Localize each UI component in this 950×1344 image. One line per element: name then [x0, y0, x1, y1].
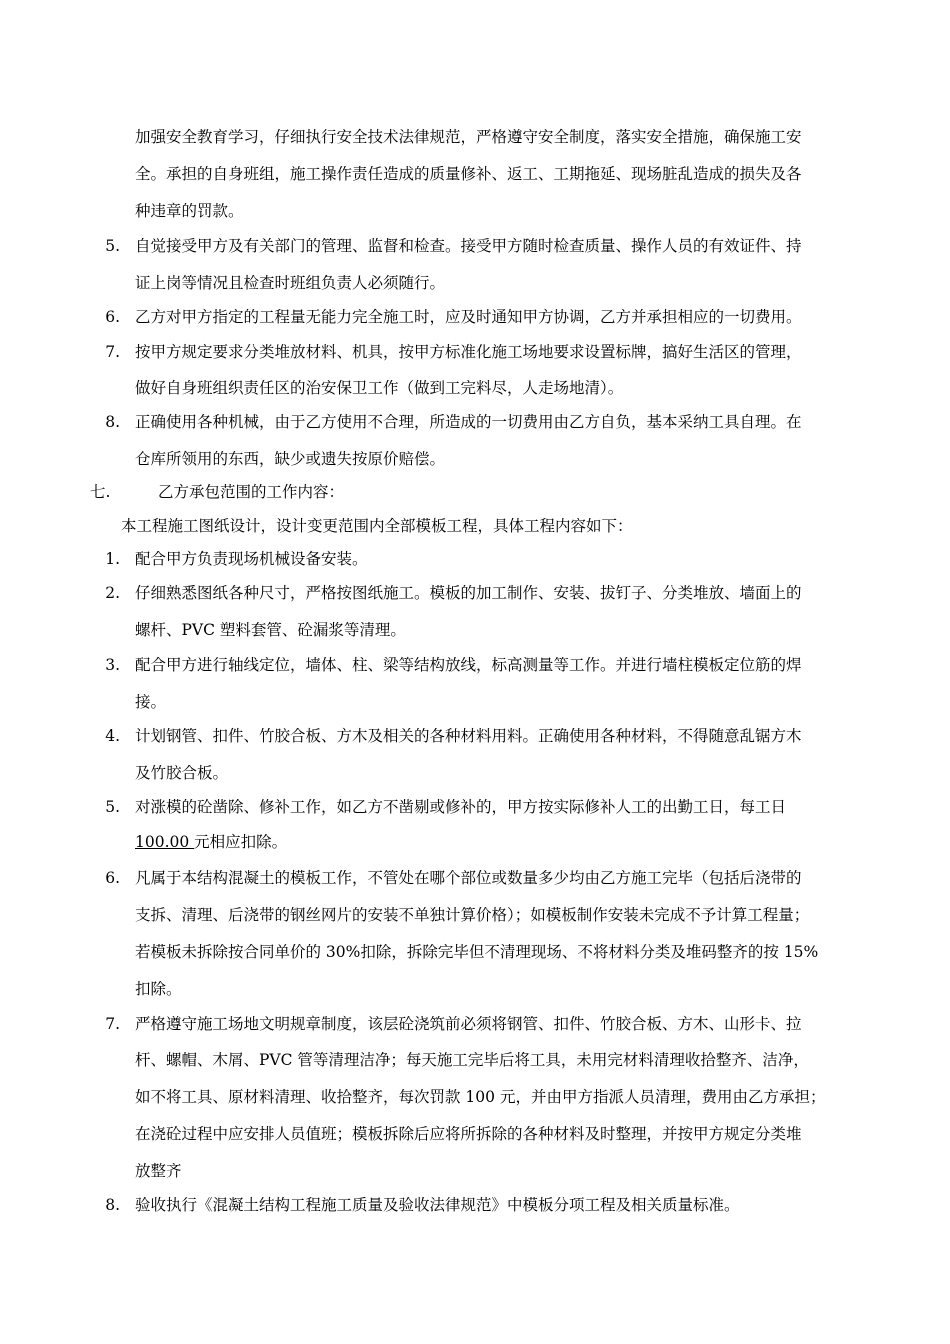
- list-item-number: 4.: [105, 727, 120, 745]
- continuation-line: 全。承担的自身班组，施工操作责任造成的质量修补、返工、工期拖延、现场脏乱造成的损失及各: [135, 165, 802, 183]
- list-item-text: 凡属于本结构混凝土的模板工作，不管处在哪个部位或数量多少均由乙方施工完毕（包括后浇带的: [135, 869, 802, 887]
- list-item-number: 6.: [105, 308, 120, 326]
- list-item-text: 验收执行《混凝土结构工程施工质量及验收法律规范》中模板分项工程及相关质量标准。: [135, 1196, 740, 1214]
- list-item-text: 放整齐: [135, 1162, 182, 1180]
- amount-suffix: 元相应扣除。: [194, 833, 288, 851]
- list-item-text: 及竹胶合板。: [135, 764, 229, 782]
- list-item-number: 8.: [105, 413, 120, 431]
- list-item-text: 对涨模的砼凿除、修补工作，如乙方不凿剔或修补的，甲方按实际修补人工的出勤工日，每工日: [135, 798, 787, 816]
- section-title: 乙方承包范围的工作内容：: [158, 483, 345, 501]
- list-item-text: 扣除。: [135, 980, 182, 998]
- list-item-text: 接。: [135, 693, 167, 711]
- list-item-number: 1.: [105, 550, 120, 568]
- list-item-text: 仓库所领用的东西，缺少或遗失按原价赔偿。: [135, 450, 446, 468]
- amount-line: [135, 832, 287, 852]
- list-item-number: 5.: [105, 237, 120, 255]
- list-item-text: 杆、螺帽、木屑、PVC 管等清理洁净；每天施工完毕后将工具，未用完材料清理收拾整齐、洁净，: [135, 1051, 809, 1069]
- list-item-number: 7.: [105, 1015, 120, 1033]
- list-item-text: 做好自身班组织责任区的治安保卫工作（做到工完料尽，人走场地清）。: [135, 379, 624, 397]
- list-item-text: 计划钢管、扣件、竹胶合板、方木及相关的各种材料用料。正确使用各种材料，不得随意乱锯方木: [135, 727, 802, 745]
- list-item-text: 按甲方规定要求分类堆放材料、机具，按甲方标准化施工场地要求设置标牌，搞好生活区的管理，: [135, 343, 802, 361]
- list-item-text: 乙方对甲方指定的工程量无能力完全施工时，应及时通知甲方协调，乙方并承担相应的一切费用。: [135, 308, 802, 326]
- list-item-text: 支拆、清理、后浇带的钢丝网片的安装不单独计算价格）；如模板制作安装未完成不予计算工程量；: [135, 906, 810, 924]
- list-item-number: 5.: [105, 798, 120, 816]
- list-item-text: 证上岗等情况且检查时班组负责人必须随行。: [135, 274, 446, 292]
- list-item-text: 正确使用各种机械，由于乙方使用不合理，所造成的一切费用由乙方自负，基本采纳工具自理。在: [135, 413, 802, 431]
- continuation-line: 种违章的罚款。: [135, 202, 244, 220]
- list-item-text: 配合甲方进行轴线定位，墙体、柱、梁等结构放线，标高测量等工作。并进行墙柱模板定位筋的焊: [135, 656, 802, 674]
- list-item-number: 8.: [105, 1196, 120, 1214]
- list-item-number: 2.: [105, 584, 120, 602]
- continuation-line: 加强安全教育学习，仔细执行安全技术法律规范，严格遵守安全制度，落实安全措施，确保施工安: [135, 128, 802, 146]
- list-item-text: 严格遵守施工场地文明规章制度，该层砼浇筑前必须将钢管、扣件、竹胶合板、方木、山形卡、拉: [135, 1015, 802, 1033]
- section-number: 七.: [90, 483, 111, 501]
- list-item-number: 3.: [105, 656, 120, 674]
- section-intro: 本工程施工图纸设计，设计变更范围内全部模板工程，具体工程内容如下：: [121, 517, 633, 535]
- list-item-text: 仔细熟悉图纸各种尺寸，严格按图纸施工。模板的加工制作、安装、拔钉子、分类堆放、墙面上的: [135, 584, 802, 602]
- list-item-text: 螺杆、PVC 塑料套管、砼漏浆等清理。: [135, 621, 406, 639]
- list-item-text: 配合甲方负责现场机械设备安装。: [135, 550, 368, 568]
- list-item-text: 在浇砼过程中应安排人员值班；模板拆除后应将所拆除的各种材料及时整理，并按甲方规定分类堆: [135, 1125, 802, 1143]
- list-item-text: 自觉接受甲方及有关部门的管理、监督和检查。接受甲方随时检查质量、操作人员的有效证件、持: [135, 237, 802, 255]
- list-item-number: 7.: [105, 343, 120, 361]
- list-item-text: 若模板未拆除按合同单价的 30%扣除，拆除完毕但不清理现场、不将材料分类及堆码整齐的按 15%: [135, 943, 819, 961]
- list-item-number: 6.: [105, 869, 120, 887]
- penalty-amount: 100.00: [135, 833, 195, 851]
- list-item-text: 如不将工具、原材料清理、收拾整齐，每次罚款 100 元，并由甲方指派人员清理，费用由乙方承担；: [135, 1088, 826, 1106]
